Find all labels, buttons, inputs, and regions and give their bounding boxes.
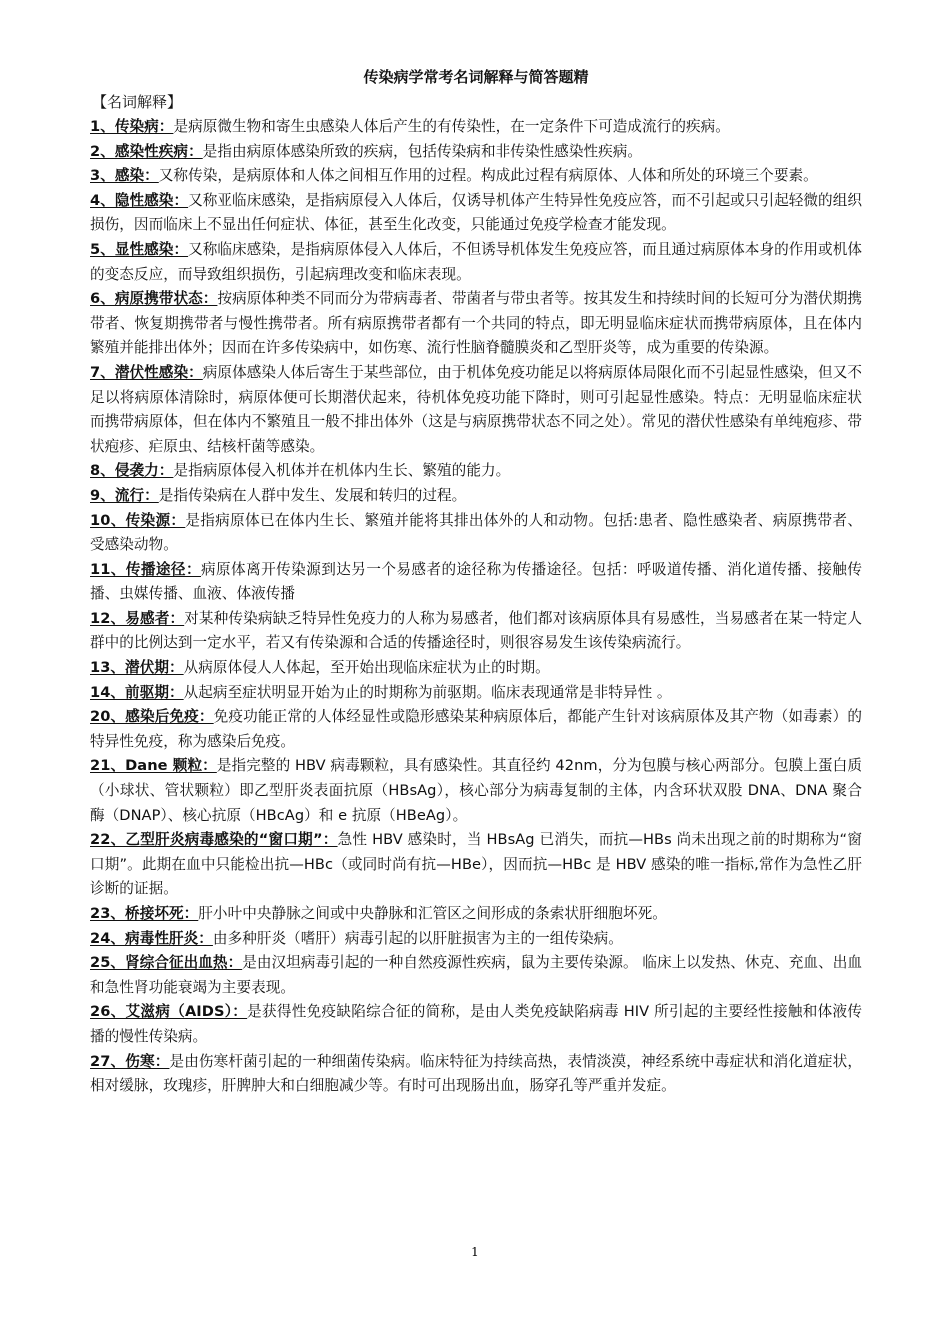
document-title: 传染病学常考名词解释与简答题精 xyxy=(363,68,589,86)
term-definition: 是指完整的 HBV 病毒颗粒，具有感染性。其直径约 42nm，分为包膜与核心两部分。包膜上蛋白质（小球状、管状颗粒）即乙型肝炎表面抗原（HBsAg），核心部分为病毒复制的主体，内含环状双股 DNA、DNA 聚合酶（DNAP）、核心抗原（HBcAg）和 e 抗原（HBeAg）。 xyxy=(90,757,862,824)
definition-entry xyxy=(90,164,862,189)
term-definition: 由多种肝炎（嗜肝）病毒引起的以肝脏损害为主的一组传染病。 xyxy=(212,929,623,947)
term-heading: 2、感染性疾病： xyxy=(90,142,203,160)
definition-entry xyxy=(90,189,862,238)
term-heading: 5、显性感染： xyxy=(90,240,189,258)
term-definition: 病原体离开传染源到达另一个易感者的途径称为传播途径。包括：呼吸道传播、消化道传播、接触传播、虫媒传播、血液、体液传播 xyxy=(90,560,862,603)
definition-entry xyxy=(90,705,862,754)
definition-entry xyxy=(90,927,862,952)
term-definition: 从病原体侵人人体起，至开始出现临床症状为止的时期。 xyxy=(183,659,550,677)
term-definition: 又称临床感染，是指病原体侵入人体后，不但诱导机体发生免疫应答，而且通过病原体本身的作用或机体的变态反应，而导致组织损伤，引起病理改变和临床表现。 xyxy=(90,240,862,283)
definition-entry xyxy=(90,459,862,484)
definition-entry xyxy=(90,656,862,681)
definition-entry xyxy=(90,1000,862,1049)
term-heading: 10、传染源： xyxy=(90,511,186,529)
term-heading: 8、侵袭力： xyxy=(90,462,174,480)
term-heading: 20、感染后免疫： xyxy=(90,708,214,726)
section-label: 【名词解释】 xyxy=(92,93,183,111)
term-heading: 12、易感者： xyxy=(90,609,185,627)
term-heading: 26、艾滋病（AIDS）： xyxy=(90,1003,248,1021)
definition-entry xyxy=(90,681,862,706)
term-heading: 25、肾综合征出血热： xyxy=(90,954,243,972)
definition-entry xyxy=(90,607,862,656)
term-definition: 是指由病原体感染所致的疾病，包括传染病和非传染性感染性疾病。 xyxy=(202,142,643,160)
definition-entry xyxy=(90,361,862,459)
term-definition: 肝小叶中央静脉之间或中央静脉和汇管区之间形成的条索状肝细胞坏死。 xyxy=(198,905,667,922)
term-heading: 13、潜伏期： xyxy=(90,659,184,677)
term-heading: 23、桥接坏死： xyxy=(90,905,199,922)
definition-entry xyxy=(90,902,862,927)
definition-entry xyxy=(90,558,862,607)
term-heading: 21、Dane 颗粒： xyxy=(90,757,217,775)
term-heading: 4、隐性感染： xyxy=(90,191,189,209)
definition-entry xyxy=(90,754,862,828)
term-definition: 从起病至症状明显开始为止的时期称为前驱期。临床表现通常是非特异性 。 xyxy=(183,683,672,701)
term-definition: 按病原体种类不同而分为带病毒者、带菌者与带虫者等。按其发生和持续时间的长短可分为潜伏期携带者、恢复期携带者与慢性携带者。所有病原携带者都有一个共同的特点，即无明显临床症状而携带病原体，且在体内繁殖并能排出体外；因而在许多传染病中，如伤寒、流行性脑脊髓膜炎和乙型肝炎等，成为重要的传染源。 xyxy=(90,290,862,357)
term-heading: 3、感染： xyxy=(90,167,159,185)
term-heading: 9、流行： xyxy=(90,486,159,504)
term-heading: 11、传播途径： xyxy=(90,560,201,578)
definition-entry xyxy=(90,238,862,287)
term-heading: 24、病毒性肝炎： xyxy=(90,929,213,947)
term-heading: 1、传染病： xyxy=(90,118,174,135)
definition-entry xyxy=(90,1050,862,1099)
term-heading: 27、伤寒： xyxy=(90,1052,170,1070)
term-definition: 免疫功能正常的人体经显性或隐形感染某种病原体后，都能产生针对该病原体及其产物（如毒素）的特异性免疫，称为感染后免疫。 xyxy=(90,708,862,750)
term-definition: 是由伤寒杆菌引起的一种细菌传染病。临床特征为持续高热，表情淡漠，神经系统中毒症状和消化道症状，相对缓脉，玫瑰疹，肝脾肿大和白细胞减少等。有时可出现肠出血，肠穿孔等严重并发症。 xyxy=(90,1052,862,1095)
term-definition: 是指病原体已在体内生长、繁殖并能将其排出体外的人和动物。包括:患者、隐性感染者、病原携带者、受感染动物。 xyxy=(90,511,862,554)
definition-entry xyxy=(90,484,862,509)
page-number: 1 xyxy=(471,1245,479,1259)
term-definition: 是指传染病在人群中发生、发展和转归的过程。 xyxy=(158,486,467,504)
definition-entry xyxy=(90,509,862,558)
term-definition: 急性 HBV 感染时，当 HBsAg 已消失，而抗—HBs 尚未出现之前的时期称为“窗口期”。此期在血中只能检出抗—HBc（或同时尚有抗—HBe），因而抗—HBc 是 HBV 感染的唯一指标,常作为急性乙肝诊断的证据。 xyxy=(90,831,862,898)
term-heading: 6、病原携带状态： xyxy=(90,290,218,308)
definition-entry xyxy=(90,115,862,140)
definition-entry xyxy=(90,951,862,1000)
term-definition: 病原体感染人体后寄生于某些部位，由于机体免疫功能足以将病原体局限化而不引起显性感染，但又不足以将病原体清除时，病原体便可长期潜伏起来，待机体免疫功能下降时，则可引起显性感染。特点：无明显临床症状而携带病原体，但在体内不繁殖且一般不排出体外（这是与病原携带状态不同之处）。常见的潜伏性感染有单纯疱疹、带状疱疹、疟原虫、结核杆菌等感染。 xyxy=(90,363,862,455)
definition-entry xyxy=(90,140,862,165)
definition-entry xyxy=(90,287,862,361)
term-definition: 又称传染，是病原体和人体之间相互作用的过程。构成此过程有病原体、人体和所处的环境三个要素。 xyxy=(158,167,818,185)
term-definition: 又称亚临床感染，是指病原侵入人体后，仅诱导机体产生特异性免疫应答，而不引起或只引起轻微的组织损伤，因而临床上不显出任何症状、体征，甚至生化改变，只能通过免疫学检查才能发现。 xyxy=(90,191,862,234)
definition-list xyxy=(90,115,862,1099)
term-definition: 对某种传染病缺乏特异性免疫力的人称为易感者，他们都对该病原体具有易感性，当易感者在某一特定人群中的比例达到一定水平，若又有传染源和合适的传播途径时，则很容易发生该传染病流行。 xyxy=(90,609,862,652)
term-heading: 7、潜伏性感染： xyxy=(90,363,203,381)
definition-entry xyxy=(90,828,862,902)
term-heading: 14、前驱期： xyxy=(90,683,184,701)
term-definition: 是病原微生物和寄生虫感染人体后产生的有传染性，在一定条件下可造成流行的疾病。 xyxy=(173,118,730,135)
term-definition: 是获得性免疫缺陷综合征的简称，是由人类免疫缺陷病毒 HIV 所引起的主要经性接触和体液传播的慢性传染病。 xyxy=(90,1003,862,1045)
term-definition: 是由汉坦病毒引起的一种自然疫源性疾病，鼠为主要传染源。 临床上以发热、休克、充血、出血和急性肾功能衰竭为主要表现。 xyxy=(90,954,862,996)
term-heading: 22、乙型肝炎病毒感染的“窗口期”： xyxy=(90,831,338,849)
term-definition: 是指病原体侵入机体并在机体内生长、繁殖的能力。 xyxy=(173,462,511,480)
